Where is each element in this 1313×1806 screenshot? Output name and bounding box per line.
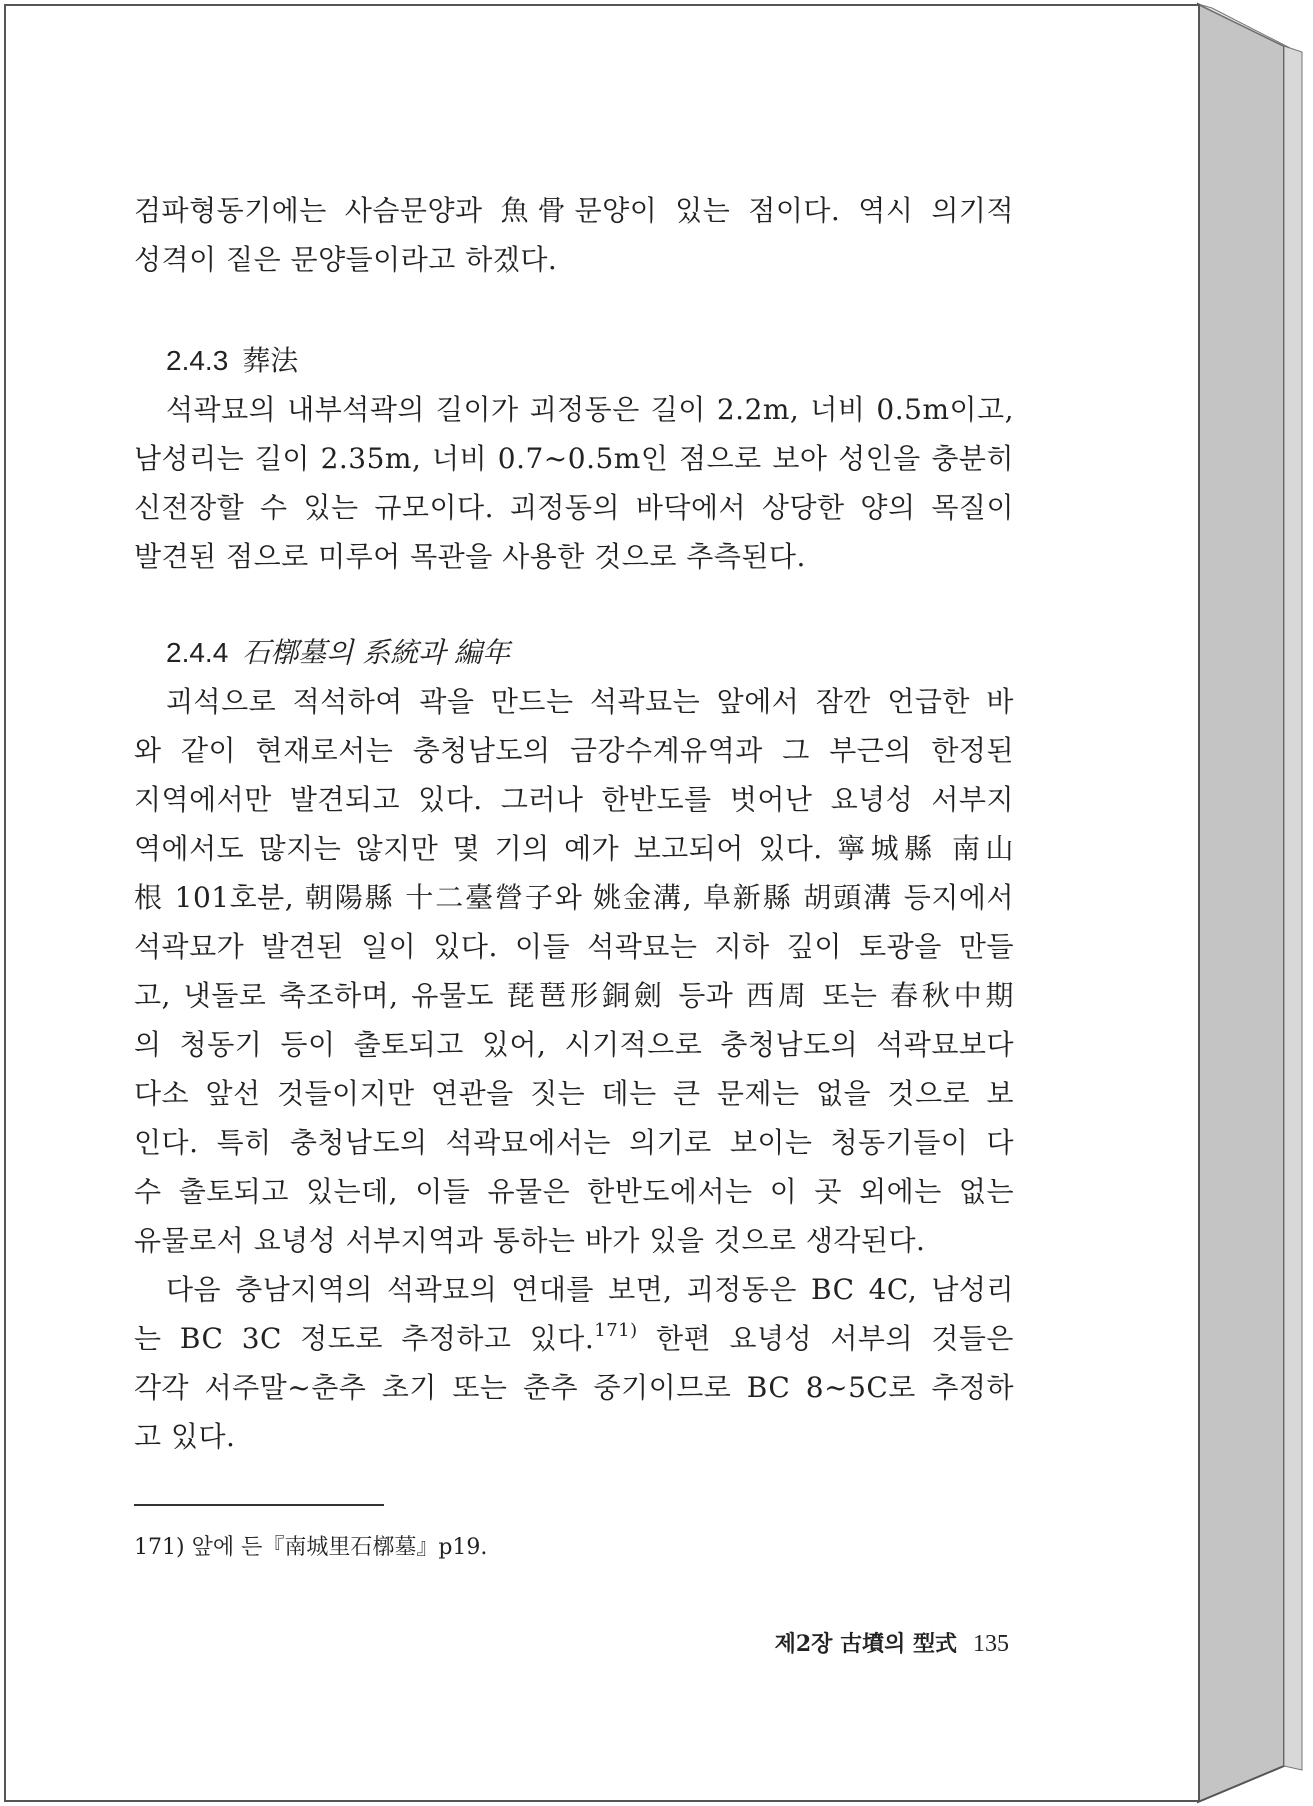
body-line: 의 청동기 등이 출토되고 있어, 시기적으로 충청남도의 석곽묘보다	[134, 1028, 1014, 1061]
body-line: 수 출토되고 있는데, 이들 유물은 한반도에서는 이 곳 외에는 없는	[134, 1175, 1014, 1208]
body-line: 根 101호분, 朝陽縣 十二臺營子와 姚金溝, 阜新縣 胡頭溝 등지에서	[134, 881, 1014, 914]
footnote-reference[interactable]: 171)	[594, 1320, 638, 1341]
running-footer	[775, 1626, 1009, 1662]
body-line: 고, 냇돌로 축조하며, 유물도 琵琶形銅劍 등과 西周 또는 春秋中期	[134, 979, 1014, 1012]
section-heading	[134, 628, 1014, 677]
section-number: 2.4.3	[166, 345, 229, 376]
body-line: 다소 앞선 것들이지만 연관을 짓는 데는 큰 문제는 없을 것으로 보	[134, 1077, 1014, 1110]
section-heading	[134, 336, 1014, 385]
section-title: 葬法	[242, 344, 299, 377]
body-line: 성격이 짙은 문양들이라고 하겠다.	[134, 243, 558, 276]
intro-paragraph	[134, 186, 1014, 284]
body-line: 발견된 점으로 미루어 목관을 사용한 것으로 추측된다.	[134, 540, 806, 573]
body-line: 다음 충남지역의 석곽묘의 연대를 보면, 괴정동은 BC 4C, 남성리	[166, 1273, 1014, 1306]
body-line: 인다. 특히 충청남도의 석곽묘에서는 의기로 보이는 청동기들이 다	[134, 1126, 1014, 1159]
footnote-text: 171) 앞에 든『南城里石槨墓』p19.	[134, 1535, 488, 1560]
footnote-divider	[134, 1504, 384, 1506]
body-text: 는 BC 3C 정도로 추정하고 있다.	[134, 1322, 595, 1355]
body-line: 유물로서 요녕성 서부지역과 통하는 바가 있을 것으로 생각된다.	[134, 1224, 926, 1257]
body-line: 석곽묘의 내부석곽의 길이가 괴정동은 길이 2.2m, 너비 0.5m이고,	[166, 393, 1014, 426]
body-line: 역에서도 많지는 않지만 몇 기의 예가 보고되어 있다. 寧城縣 南山	[134, 832, 1014, 865]
body-line: 지역에서만 발견되고 있다. 그러나 한반도를 벗어난 요녕성 서부지	[134, 783, 1014, 816]
section-number: 2.4.4	[166, 637, 229, 668]
body-line-with-footnote	[134, 1314, 1014, 1363]
body-line: 남성리는 길이 2.35m, 너비 0.7~0.5m인 점으로 보아 성인을 충분히	[134, 442, 1014, 475]
section-2-4-3	[134, 336, 1014, 581]
body-line: 고 있다.	[134, 1420, 236, 1453]
body-line: 검파형동기에는 사슴문양과 魚骨문양이 있는 점이다. 역시 의기적	[134, 194, 1014, 227]
chapter-title: 제2장 古墳의 型式	[774, 1631, 957, 1657]
body-line: 각각 서주말~춘추 초기 또는 춘추 중기이므로 BC 8~5C로 추정하	[134, 1371, 1014, 1404]
section-2-4-4	[134, 628, 1014, 1461]
section-title: 石槨墓의 系統과 編年	[242, 636, 511, 669]
body-line: 석곽묘가 발견된 일이 있다. 이들 석곽묘는 지하 깊이 토광을 만들	[134, 930, 1014, 963]
body-line: 신전장할 수 있는 규모이다. 괴정동의 바닥에서 상당한 양의 목질이	[134, 491, 1014, 524]
body-line: 괴석으로 적석하여 곽을 만드는 석곽묘는 앞에서 잠깐 언급한 바	[166, 685, 1014, 718]
body-text: 한편 요녕성 서부의 것들은	[637, 1322, 1014, 1355]
page-number: 135	[973, 1631, 1009, 1657]
body-line: 와 같이 현재로서는 충청남도의 금강수계유역과 그 부근의 한정된	[134, 734, 1014, 767]
